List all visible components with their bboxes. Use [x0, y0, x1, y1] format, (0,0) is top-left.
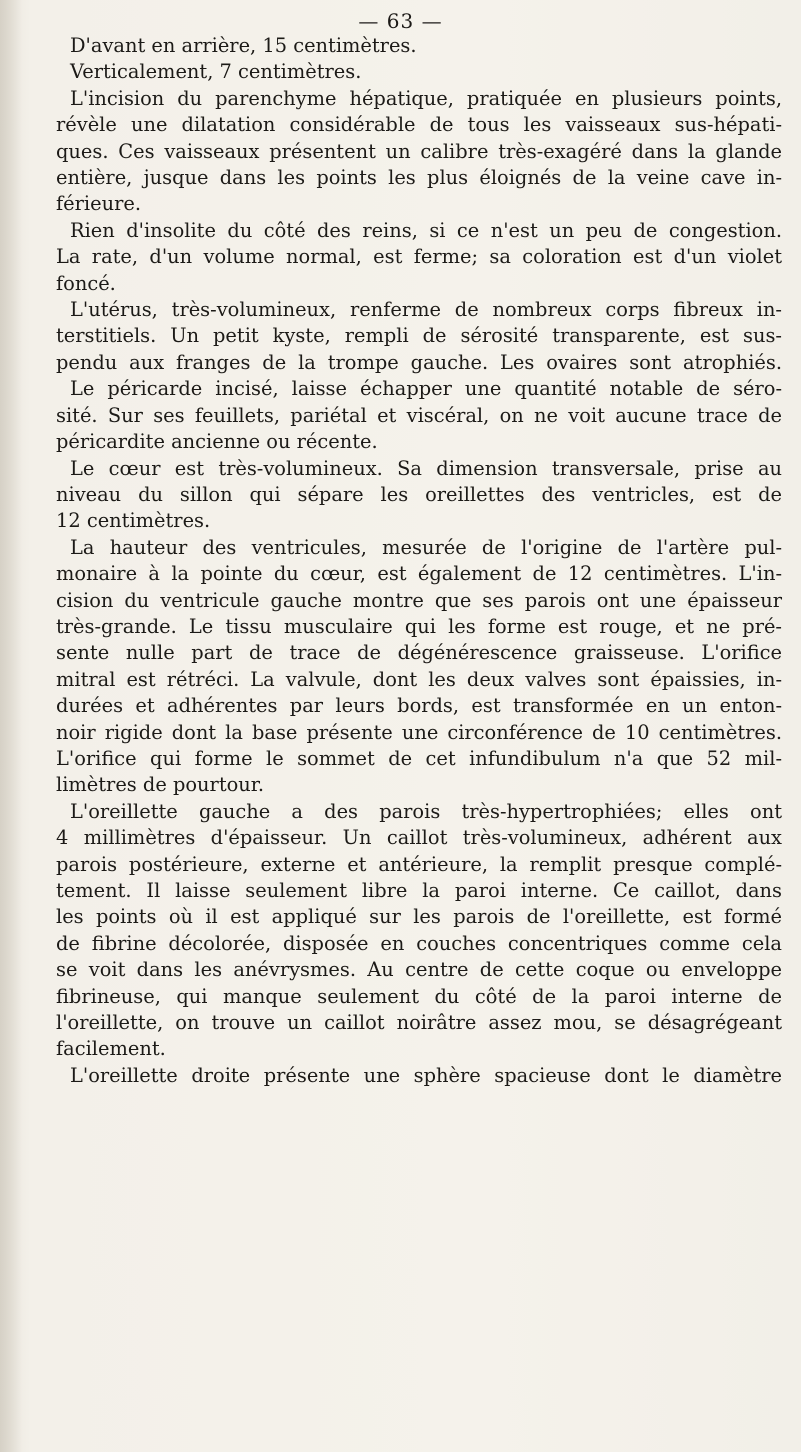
text-line: très-grande. Le tissu musculaire qui les forme est rouge, et ne pré- — [56, 614, 782, 638]
text-line: terstitiels. Un petit kyste, rempli de sérosité transparente, est sus- — [56, 324, 782, 348]
page-number: — 63 — — [358, 9, 443, 33]
text-line: 12 centimètres. — [56, 509, 211, 533]
text-line: L'orifice qui forme le sommet de cet infundibulum n'a que 52 mil- — [56, 746, 782, 770]
text-line: fibrineuse, qui manque seulement du côté de la paroi interne de — [56, 984, 782, 1008]
text-line: La hauteur des ventricules, mesurée de l'origine de l'artère pul- — [70, 535, 782, 559]
paragraph — [56, 1063, 782, 1089]
text-line: entière, jusque dans les points les plus éloignés de la veine cave in- — [56, 166, 782, 190]
paragraph — [56, 86, 782, 218]
paragraph — [56, 799, 782, 1063]
text-line: facilement. — [56, 1037, 166, 1061]
spine-shadow — [0, 0, 22, 1452]
text-line: durées et adhérentes par leurs bords, est transformée en un enton- — [56, 694, 782, 718]
text-line: L'oreillette gauche a des parois très-hypertrophiées; elles ont — [70, 799, 782, 823]
text-line: sité. Sur ses feuillets, pariétal et viscéral, on ne voit aucune trace de — [56, 403, 782, 427]
text-line: sente nulle part de trace de dégénérescence graisseuse. L'orifice — [56, 641, 782, 665]
text-line: Verticalement, 7 centimètres. — [70, 60, 362, 84]
text-line: limètres de pourtour. — [56, 773, 265, 797]
text-line: L'oreillette droite présente une sphère spacieuse dont le diamètre — [70, 1063, 782, 1087]
text-line: niveau du sillon qui sépare les oreillettes des ventricles, est de — [56, 482, 782, 506]
text-line: L'utérus, très-volumineux, renferme de nombreux corps fibreux in- — [70, 298, 782, 322]
paragraph — [56, 535, 782, 799]
text-line: D'avant en arrière, 15 centimètres. — [70, 34, 417, 57]
paragraph — [56, 33, 782, 59]
text-line: de fibrine décolorée, disposée en couches concentriques comme cela — [56, 931, 782, 955]
text-line: noir rigide dont la base présente une circonférence de 10 centimètres. — [56, 720, 782, 744]
paragraph — [56, 297, 782, 376]
text-line: monaire à la pointe du cœur, est également de 12 centimètres. L'in- — [56, 562, 782, 586]
text-line: foncé. — [56, 271, 116, 295]
text-line: ques. Ces vaisseaux présentent un calibre très-exagéré dans la glande — [56, 139, 782, 163]
text-line: péricardite ancienne ou récente. — [56, 430, 378, 454]
text-line: révèle une dilatation considérable de tous les vaisseaux sus-hépati- — [56, 113, 782, 137]
paragraph — [56, 456, 782, 535]
text-line: férieure. — [56, 192, 141, 216]
paragraph — [56, 218, 782, 297]
body-text — [56, 33, 782, 1089]
paragraph — [56, 59, 782, 85]
paragraph — [56, 376, 782, 455]
text-line: parois postérieure, externe et antérieure, la remplit presque complé- — [56, 852, 782, 876]
text-line: Le cœur est très-volumineux. Sa dimension transversale, prise au — [70, 456, 782, 480]
text-line: l'oreillette, on trouve un caillot noirâtre assez mou, se désagrégeant — [56, 1011, 782, 1035]
text-line: se voit dans les anévrysmes. Au centre de cette coque ou enveloppe — [56, 958, 782, 982]
text-line: cision du ventricule gauche montre que ses parois ont une épaisseur — [56, 588, 782, 612]
text-line: 4 millimètres d'épaisseur. Un caillot très-volumineux, adhérent aux — [56, 826, 782, 850]
text-line: L'incision du parenchyme hépatique, pratiquée en plusieurs points, — [70, 86, 782, 110]
text-line: La rate, d'un volume normal, est ferme; sa coloration est d'un violet — [56, 245, 782, 269]
text-line: Le péricarde incisé, laisse échapper une quantité notable de séro- — [70, 377, 782, 401]
text-line: les points où il est appliqué sur les parois de l'oreillette, est formé — [56, 905, 782, 929]
text-line: Rien d'insolite du côté des reins, si ce n'est un peu de congestion. — [70, 218, 782, 242]
text-line: tement. Il laisse seulement libre la paroi interne. Ce caillot, dans — [56, 879, 782, 902]
text-line: mitral est rétréci. La valvule, dont les deux valves sont épaissies, in- — [56, 667, 782, 691]
text-line: pendu aux franges de la trompe gauche. Les ovaires sont atrophiés. — [56, 350, 782, 374]
